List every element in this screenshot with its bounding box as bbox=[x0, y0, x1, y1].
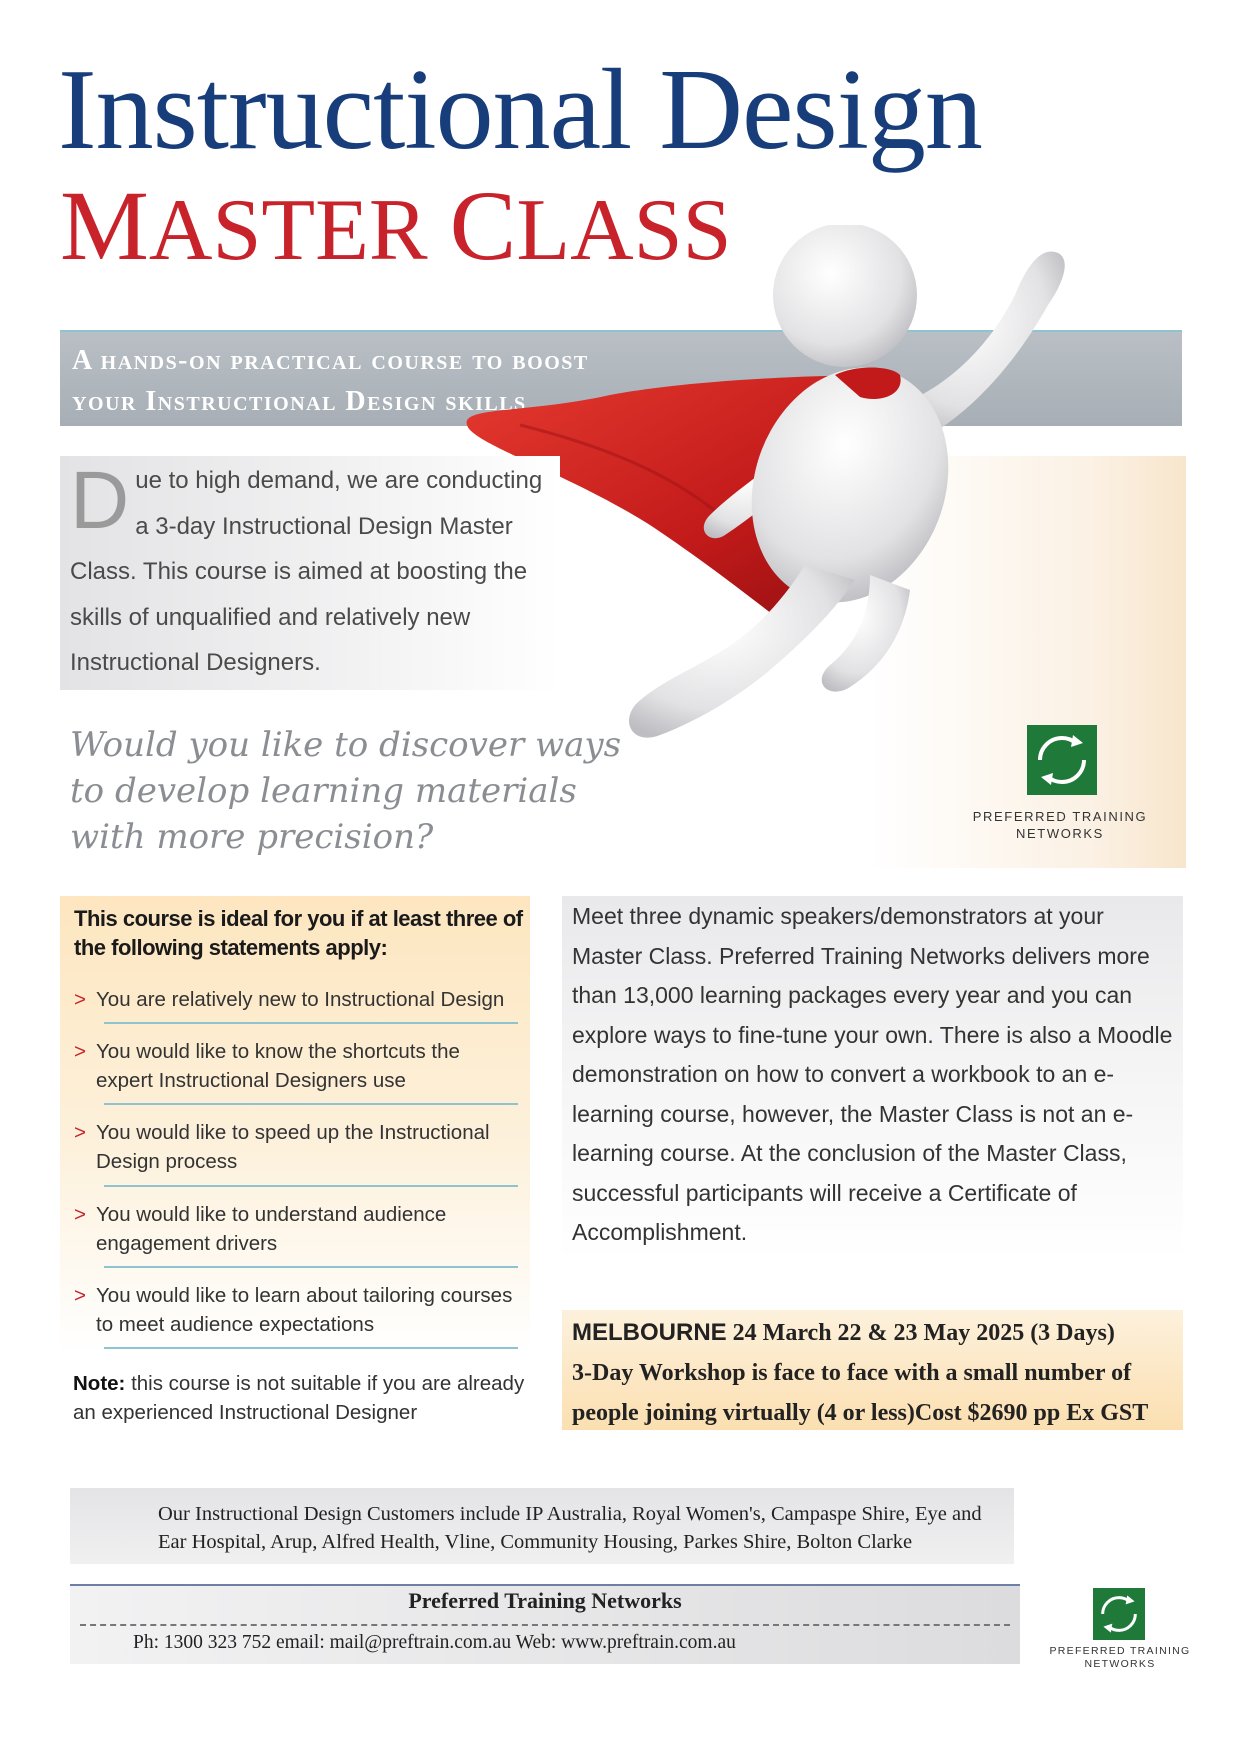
footer-logo-line-2: NETWORKS bbox=[1084, 1658, 1156, 1670]
list-item bbox=[74, 1281, 520, 1339]
page-title: Instructional Design bbox=[58, 46, 982, 174]
banner-line-2: your Instructional Design skills bbox=[72, 386, 527, 417]
bullet-marker: > bbox=[74, 1040, 86, 1063]
question-callout: Would you like to discover ways to develop learning materials with more precision? bbox=[70, 725, 622, 857]
criteria-heading: This course is ideal for you if at least three of the following statements apply: bbox=[74, 906, 523, 960]
bullet-marker: > bbox=[74, 1203, 86, 1226]
list-item-text: You are relatively new to Instructional Design bbox=[96, 988, 505, 1011]
logo-wordmark bbox=[960, 808, 1160, 842]
list-divider bbox=[104, 1103, 518, 1105]
logo-line-2: NETWORKS bbox=[1016, 826, 1104, 841]
preferred-training-logo-icon bbox=[1027, 725, 1097, 795]
list-item-text: You would like to learn about tailoring courses to meet audience expectations bbox=[96, 1284, 513, 1336]
bullet-marker: > bbox=[74, 1121, 86, 1144]
subtitle-rest-lass: LASS bbox=[516, 182, 732, 279]
bullet-marker: > bbox=[74, 988, 86, 1011]
footer-logo-wordmark bbox=[1042, 1645, 1198, 1671]
list-item-text: You would like to understand audience engagement drivers bbox=[96, 1203, 447, 1255]
list-item-text: You would like to know the shortcuts the expert Instructional Designers use bbox=[96, 1040, 460, 1092]
subtitle-rest-aster: ASTER bbox=[148, 182, 428, 279]
list-divider bbox=[104, 1266, 518, 1268]
footer-dashed-divider bbox=[80, 1624, 1010, 1626]
event-dates: 24 March 22 & 23 May 2025 (3 Days) bbox=[726, 1320, 1115, 1346]
subtitle-initial-m: M bbox=[60, 170, 149, 281]
list-divider bbox=[104, 1347, 518, 1349]
list-item-text: You would like to speed up the Instructional Design process bbox=[96, 1121, 490, 1173]
list-divider bbox=[104, 1185, 518, 1187]
bullet-marker: > bbox=[74, 1284, 86, 1307]
list-divider bbox=[104, 1022, 518, 1024]
footer-logo-line-1: PREFERRED TRAINING bbox=[1049, 1645, 1191, 1657]
list-item bbox=[74, 1037, 520, 1095]
list-item bbox=[74, 1118, 520, 1176]
intro-text: ue to high demand, we are conducting a 3-day Instructional Design Master Class. This course is aimed at boosting the skills of unqualified and relatively new Instructional Designers. bbox=[70, 467, 543, 676]
footer-logo-icon bbox=[1093, 1588, 1145, 1640]
footer-company-name: Preferred Training Networks bbox=[408, 1588, 682, 1613]
logo-line-1: PREFERRED TRAINING bbox=[972, 809, 1148, 824]
list-item bbox=[74, 985, 520, 1014]
list-item bbox=[74, 1200, 520, 1258]
note-text: this course is not suitable if you are already an experienced Instructional Designer bbox=[73, 1372, 525, 1424]
banner-line-1: A hands-on practical course to boost bbox=[72, 345, 589, 376]
footer-contact: Ph: 1300 323 752 email: mail@preftrain.com.au Web: www.preftrain.com.au bbox=[133, 1632, 736, 1653]
customers-text: Our Instructional Design Customers include IP Australia, Royal Women's, Campaspe Shire, Eye and Ear Hospital, Arup, Alfred Health, Vline, Community Housing, Parkes Shire, Bolton Clarke bbox=[158, 1503, 982, 1553]
subtitle-initial-c: C bbox=[449, 170, 517, 281]
description-paragraph: Meet three dynamic speakers/demonstrators at your Master Class. Preferred Training Networks delivers more than 13,000 learning packages every year and you can explore ways to fine-tune your own. There is also a Moodle demonstration on how to convert a workbook to an e-learning course, however, the Master Class is not an e-learning course. At the conclusion of the Master Class, successful participants will receive a Certificate of Accomplishment. bbox=[572, 903, 1173, 1245]
event-format-cost: 3-Day Workshop is face to face with a small number of people joining virtually (4 or less)Cost $2690 pp Ex GST bbox=[572, 1360, 1149, 1426]
event-city: MELBOURNE bbox=[572, 1319, 727, 1346]
event-details bbox=[572, 1313, 1187, 1433]
drop-cap: D bbox=[70, 455, 130, 546]
intro-paragraph bbox=[70, 455, 550, 686]
suitability-note bbox=[73, 1369, 533, 1427]
note-label: Note: bbox=[73, 1372, 126, 1395]
